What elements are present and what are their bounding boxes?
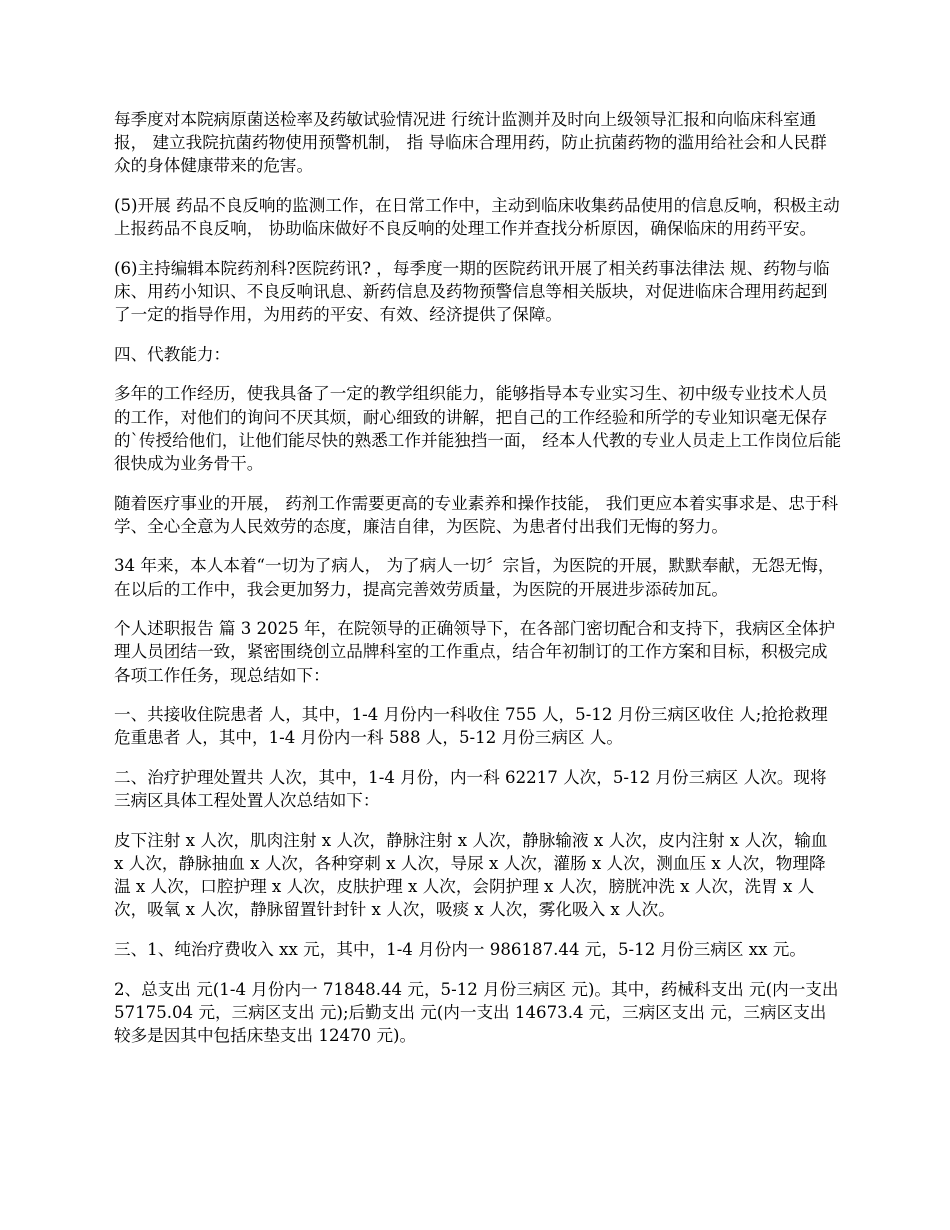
paragraph-expenditure: 2、总支出 元(1-4 月份内一 71848.44 元，5-12 月份三病区 元)。其中，药械科支出 元(内一支出 57175.04 元，三病区支出 元);后勤支出 元(内一支出 14673.4 元，三病区支出 元，三病区支出较多是因其中包括床垫支出 12470 元)。 [114,979,839,1045]
paragraph-34-years: 34 年来，本人本着“一切为了病人， 为了病人一切〞宗旨，为医院的开展，默默奉献，无怨无悔，在以后的工作中，我会更加努力，提高完善效劳质量，为医院的开展进步添砖加瓦。 [114,556,835,599]
document-body [114,108,842,1064]
paragraph-development: 随着医疗事业的开展， 药剂工作需要更高的专业素养和操作技能， 我们更应本着实事求是、忠于科学、全心全意为人民效劳的态度，廉洁自律，为医院、为患者付出我们无悔的努力。 [114,493,839,536]
paragraph-adverse-reaction: (5)开展 药品不良反响的监测工作，在日常工作中，主动到临床收集药品使用的信息反响，积极主动 上报药品不良反响， 协助临床做好不良反响的处理工作并查找分析原因，确保临床的用药平安。 [114,196,840,239]
paragraph-treatments: 二、治疗护理处置共 人次，其中，1-4 月份，内一科 62217 人次，5-12 月份三病区 人次。现将三病区具体工程处置人次总结如下： [114,767,827,811]
paragraph-admissions: 一、共接收住院患者 人，其中，1-4 月份内一科收住 755 人，5-12 月份三病区收住 人;抢抢救理危重患者 人，其中，1-4 月份内一科 588 人，5-12 月份三病区 人。 [114,705,828,748]
paragraph-teaching: 多年的工作经历，使我具备了一定的教学组织能力，能够指导本专业实习生、初中级专业技术人员的工作，对他们的询问不厌其烦，耐心细致的讲解，把自己的工作经验和所学的专业知识毫无保存的`传授给他们，让他们能尽快的熟悉工作并能独挡一面， 经本人代教的专业人员走上工作岗位后能很快成为业务骨干。 [114,384,842,473]
paragraph-report-intro: 个人述职报告 篇 3 2025 年，在院领导的正确领导下，在各部门密切配合和支持下，我病区全体护理人员团结一致，紧密围绕创立品牌科室的工作重点，结合年初制订的工作方案和目标，积极完成各项工作任务，现总结如下： [114,619,836,685]
section-heading-teaching: 四、代教能力： [114,344,231,364]
paragraph-newsletter: (6)主持编辑本院药剂科?医院药讯? ，每季度一期的医院药讯开展了相关药事法律法 规、药物与临床、用药小知识、不良反响讯息、新药信息及药物预警信息等相关版块，对促进临床合理用药起到了一定的指导作用，为用药的平安、有效、经济提供了保障。 [114,258,830,325]
paragraph-procedure-list: 皮下注射 x 人次，肌肉注射 x 人次，静脉注射 x 人次，静脉输液 x 人次，皮内注射 x 人次，输血 x 人次，静脉抽血 x 人次，各种穿刺 x 人次，导尿 x 人次，灌肠 x 人次，测血压 x 人次，物理降温 x 人次，口腔护理 x 人次，皮肤护理 x 人次，会阴护理 x 人次，膀胱冲洗 x 人次，洗胃 x 人次，吸氧 x 人次，静脉留置针封针 x 人次，吸痰 x 人次，雾化吸入 x 人次。 [114,830,828,920]
paragraph-income: 三、1、纯治疗费收入 xx 元，其中，1-4 月份内一 986187.44 元，5-12 月份三病区 xx 元。 [114,939,806,959]
paragraph-surveillance: 每季度对本院病原菌送检率及药敏试验情况进 行统计监测并及时向上级领导汇报和向临床科室通报， 建立我院抗菌药物使用预警机制， 指 导临床合理用药，防止抗菌药物的滥用给社会和人民群众的身体健康带来的危害。 [114,110,827,176]
